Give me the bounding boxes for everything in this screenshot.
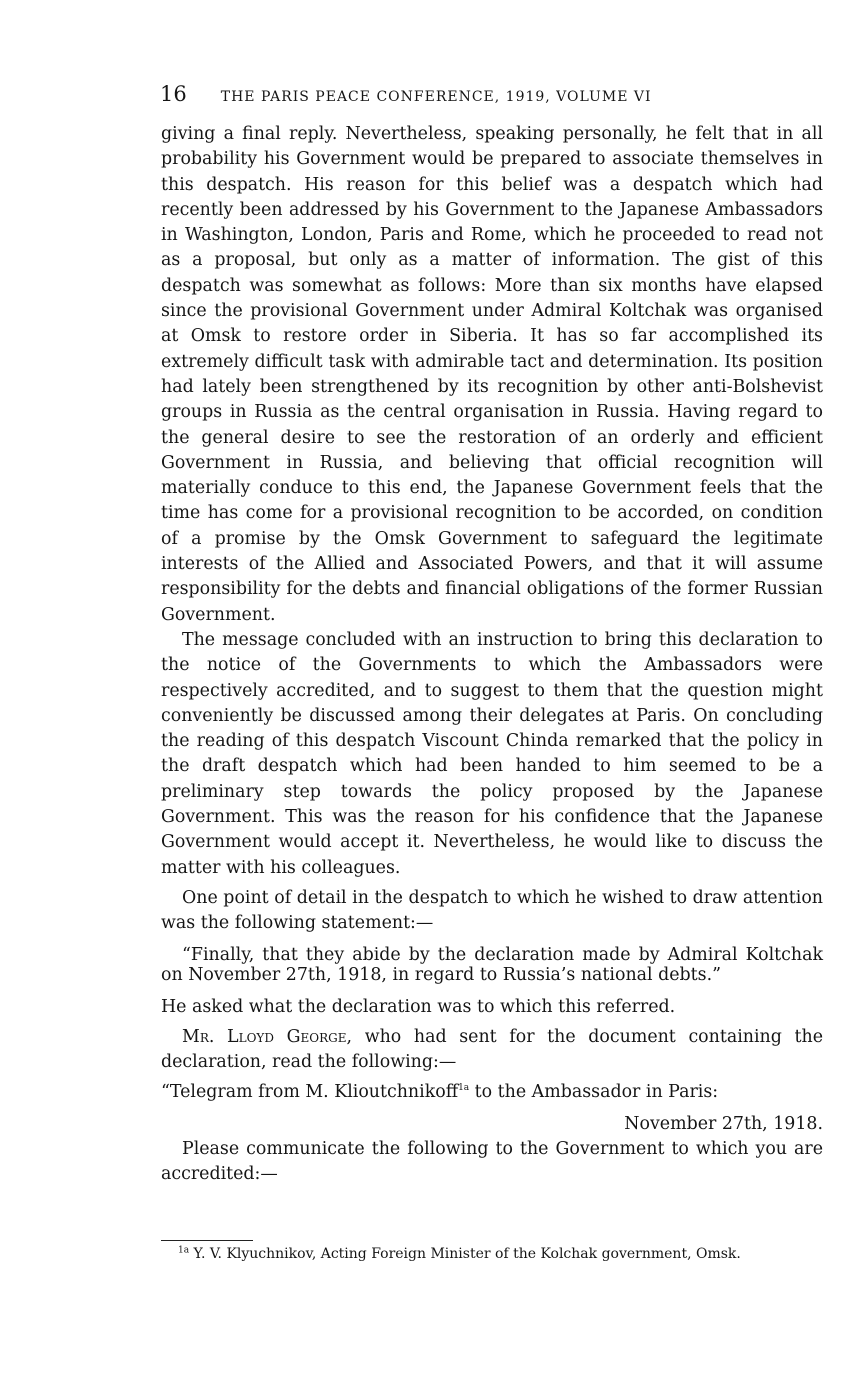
telegram-date: November 27th, 1918. — [624, 1113, 823, 1134]
speaker-initial-2: L — [227, 1026, 239, 1047]
speaker-rest-3: eorge — [300, 1026, 347, 1047]
paragraph-5-text: , who had sent for the document containing the declaration, read the following:— — [161, 1026, 823, 1073]
paragraph-2: The message concluded with an instruction to bring this declaration to the notice of the Governments to which the Ambassadors were respectively accredited, and to suggest to them that the question might conveniently be discussed among their delegates at Paris. On concluding the reading of this despatch Viscount Chinda remarked that the policy in the draft despatch which had been handed to him seemed to be a preliminary step towards the policy proposed by the Japanese Government. This was the reason for his confidence that the Japanese Government would accept it. Nevertheless, he would like to discuss the matter with his colleagues. — [161, 629, 823, 878]
paragraph-6: Please communicate the following to the Government to which you are accredited:— — [161, 1138, 823, 1185]
speaker-initial-3: G — [286, 1026, 301, 1047]
paragraph-5 — [161, 1025, 823, 1076]
footnote-text: Y. V. Klyuchnikov, Acting Foreign Minister of the Kolchak government, Omsk. — [189, 1246, 741, 1262]
footnote — [178, 1245, 828, 1263]
footnote-divider — [161, 1240, 253, 1241]
speaker-rest-1: r. — [199, 1026, 215, 1047]
body-text — [161, 122, 823, 1188]
paragraph-3: One point of detail in the despatch to which he wished to draw attention was the following statement:— — [161, 887, 823, 934]
footnote-reference: 1a — [458, 1083, 470, 1094]
telegram-line — [161, 1080, 823, 1105]
telegram-text-before: “Telegram from M. Klioutchnikoff — [161, 1082, 459, 1103]
page-number: 16 — [160, 82, 187, 106]
block-quote: “Finally, that they abide by the declaration made by Admiral Koltchak on November 27th, 1918, in regard to Russia’s national debts.” — [161, 944, 823, 985]
running-title: THE PARIS PEACE CONFERENCE, 1919, VOLUME VI — [220, 89, 652, 105]
footnote-marker: 1a — [178, 1245, 190, 1256]
paragraph-4: He asked what the declaration was to which this referred. — [161, 996, 676, 1017]
paragraph-1: giving a final reply. Nevertheless, speaking personally, he felt that in all probability his Government would be prepared to associate themselves in this despatch. His reason for this belief was a despatch which had recently been addressed by his Government to the Japanese Ambassadors in Washington, London, Paris and Rome, which he proceeded to read not as a proposal, but only as a matter of information. The gist of this despatch was somewhat as follows: More than six months have elapsed since the provisional Government under Admiral Koltchak was organised at Omsk to restore order in Siberia. It has so far accomplished its extremely difficult task with admirable tact and determination. Its position had lately been strengthened by its recognition by other anti-Bolshevist groups in Russia as the central organisation in Russia. Having regard to the general desire to see the restoration of an orderly and efficient Government in Russia, and believing that official recognition will materially conduce to this end, the Japanese Government feels that the time has come for a provisional recognition to be accorded, on condition of a promise by the Omsk Government to safeguard the legitimate interests of the Allied and Associated Powers, and that it will assume responsibility for the debts and financial obligations of the former Russian Government. — [161, 124, 823, 625]
page-header — [160, 82, 760, 106]
speaker-initial-1: M — [182, 1026, 200, 1047]
speaker-rest-2: loyd — [238, 1026, 274, 1047]
telegram-text-after: to the Ambassador in Paris: — [469, 1082, 719, 1103]
